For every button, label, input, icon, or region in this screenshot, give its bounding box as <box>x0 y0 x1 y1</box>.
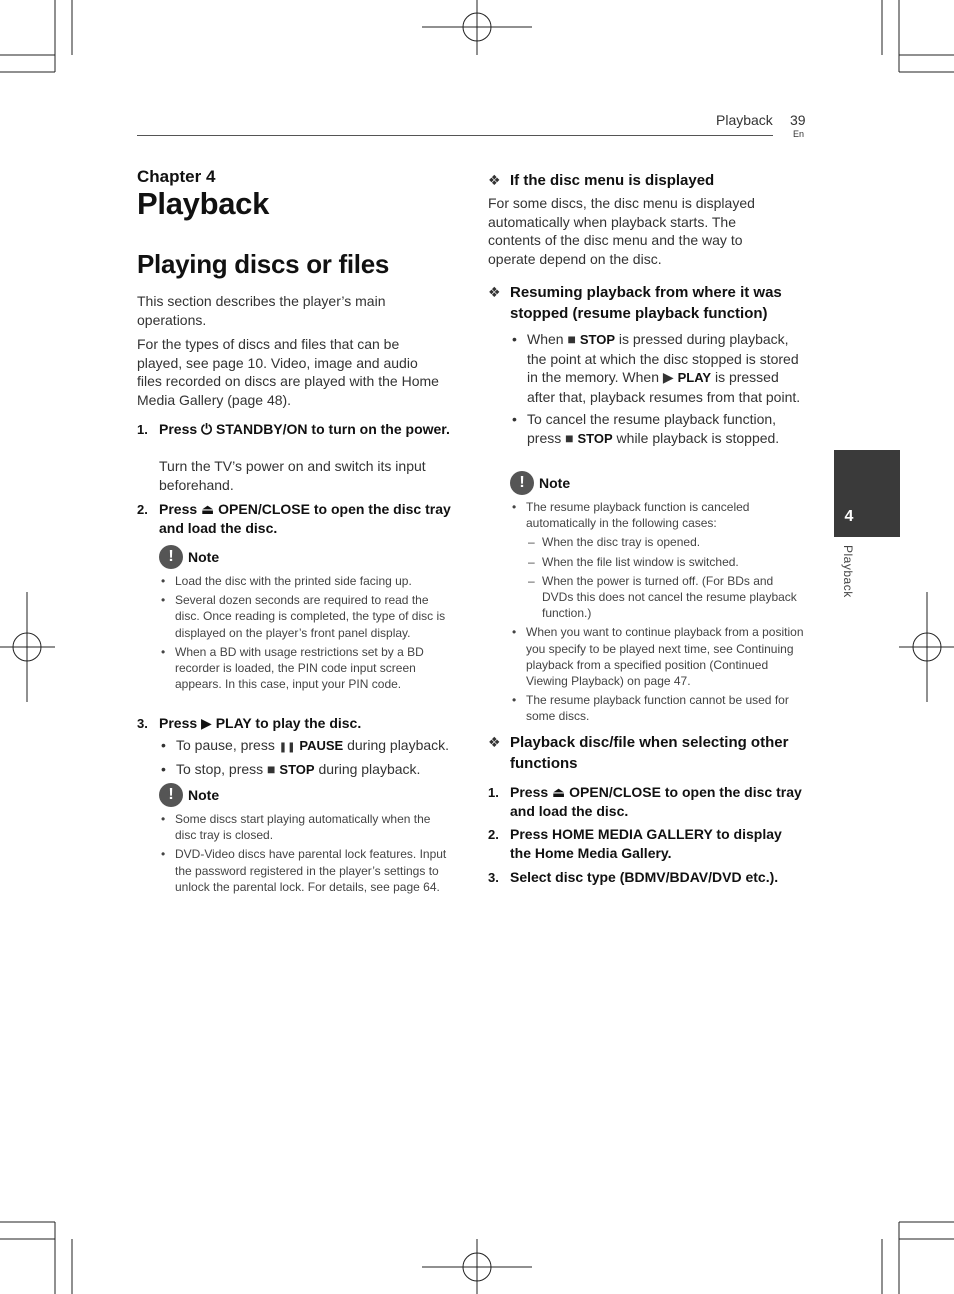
list-item: – When the disc tray is opened. <box>510 534 805 550</box>
subheading-select-functions <box>488 732 808 774</box>
list-item: – When the file list window is switched. <box>510 554 805 570</box>
stop-icon: ■ <box>565 429 574 446</box>
language-code: En <box>793 129 805 139</box>
button-name: STOP <box>577 430 613 446</box>
step-number: 2. <box>137 502 148 517</box>
list-item: • When you want to continue playback from a position you specify to be played next time, see Continuing playback from a specified position (Continued Viewing Playback) on page 47. <box>510 624 805 689</box>
subheading-text: If the disc menu is displayed <box>510 172 715 189</box>
running-header-section: Playback <box>716 112 773 128</box>
select-step-2 <box>488 825 806 863</box>
section-title: Playing discs or files <box>137 249 390 279</box>
subheading-disc-menu <box>488 170 808 191</box>
list-item: • The resume playback function is canceled automatically in the following cases: <box>510 499 805 531</box>
page-number: 39 <box>790 112 806 128</box>
pause-icon: ❚❚ <box>278 742 296 753</box>
chapter-tab-label: Playback <box>841 545 855 598</box>
bullet-text: To cancel the resume playback function, press <box>527 411 777 446</box>
note-heading <box>510 471 570 495</box>
bullet-text: during playback. <box>343 737 450 753</box>
step-text-pre: Press <box>159 715 202 731</box>
resume-bullets <box>510 330 802 451</box>
note-label: Note <box>188 549 220 565</box>
step-text-pre: Press <box>159 421 202 437</box>
exclamation-icon: ! <box>510 471 534 495</box>
list-item: • Load the disc with the printed side facing up. <box>159 573 454 589</box>
disc-menu-paragraph: For some discs, the disc menu is displayed automatically when playback starts. The contents of the disc menu and the way to operate depend on the disc. <box>488 195 755 267</box>
button-name: HOME MEDIA GALLERY <box>552 826 713 842</box>
note-heading <box>159 545 219 569</box>
step-text-post: to display the Home Media Gallery. <box>510 826 782 861</box>
play-icon: ▶ <box>662 369 674 386</box>
bullet-text: When <box>527 331 568 347</box>
play-icon: ▶ <box>201 715 212 731</box>
chapter-title: Playback <box>137 186 270 221</box>
intro-paragraph-2: For the types of discs and files that can be played, see page 10. Video, image and audio files recorded on discs are played with the Home Media Gallery (page 48). <box>137 336 439 408</box>
step-number: 3. <box>488 870 499 885</box>
select-step-1 <box>488 783 806 821</box>
step-text-post: to turn on the power. <box>307 421 450 437</box>
list-item <box>159 760 459 780</box>
step-text-pre: Press <box>510 826 553 842</box>
eject-icon: ⏏ <box>552 784 566 800</box>
step-text-post: to open the disc tray and load the disc. <box>510 784 802 819</box>
note-label: Note <box>539 475 571 491</box>
button-name: PLAY <box>215 715 252 731</box>
step-text-post: to open the disc tray and load the disc. <box>159 501 451 536</box>
step-3 <box>137 714 457 733</box>
step-3-bullets <box>159 736 459 781</box>
step-number: 3. <box>137 716 148 731</box>
step-number: 2. <box>488 827 499 842</box>
button-name: STOP <box>279 761 315 777</box>
subheading-resume <box>488 282 808 324</box>
list-item: – When the power is turned off. (For BDs and DVDs this does not cancel the resume playback function.) <box>510 573 805 622</box>
header-rule <box>137 135 773 136</box>
subheading-text: Resuming playback from where it was stopped (resume playback function) <box>510 284 782 322</box>
standby-icon: ⏻ <box>201 421 213 437</box>
note-list-2 <box>159 811 454 898</box>
chapter-label: Chapter 4 <box>137 167 216 186</box>
step-1 <box>137 420 457 439</box>
intro-paragraph-1: This section describes the player’s main operations. <box>137 293 386 328</box>
bullet-text: is pressed during playback, the point at which the disc stopped is stored in the memory. When <box>527 331 799 386</box>
note-list-3 <box>510 499 805 728</box>
step-text-post: to play the disc. <box>251 715 362 731</box>
list-item: • When a BD with usage restrictions set by a BD recorder is loaded, the PIN code input screen appears. In this case, input your PIN code. <box>159 644 454 693</box>
stop-icon: ■ <box>267 760 276 777</box>
step-1-detail: Turn the TV’s power on and switch its input beforehand. <box>159 458 426 493</box>
step-text-pre: Select disc type (BDMV/BDAV/DVD etc.). <box>510 869 779 885</box>
bullet-text: To stop, press <box>176 760 268 777</box>
exclamation-icon: ! <box>159 545 183 569</box>
bullet-text: To pause, press <box>176 737 279 753</box>
subheading-text: Playback disc/file when selecting other functions <box>510 734 789 772</box>
button-name: PLAY <box>677 370 712 386</box>
step-text-pre: Press <box>159 501 202 517</box>
step-text-pre: Press <box>510 784 553 800</box>
list-item: • DVD-Video discs have parental lock features. Input the password registered in the player’s settings to unlock the parental lock. For details, see page 64. <box>159 846 454 895</box>
stop-icon: ■ <box>567 331 576 347</box>
diamond-bullet-icon: ❖ <box>488 172 501 188</box>
button-name: PAUSE <box>299 738 344 753</box>
diamond-bullet-icon: ❖ <box>488 284 501 300</box>
bullet-text: is pressed after that, playback resumes from that point. <box>527 369 801 405</box>
diamond-bullet-icon: ❖ <box>488 734 501 750</box>
button-name: OPEN/CLOSE <box>218 501 310 517</box>
chapter-tab-number: 4 <box>844 508 854 525</box>
bullet-text: while playback is stopped. <box>612 429 780 446</box>
note-heading <box>159 783 219 807</box>
select-step-3 <box>488 868 806 887</box>
eject-icon: ⏏ <box>201 501 215 517</box>
list-item: • The resume playback function cannot be used for some discs. <box>510 692 805 724</box>
note-label: Note <box>188 787 220 803</box>
bullet-text: during playback. <box>314 760 421 777</box>
step-number: 1. <box>488 785 499 800</box>
list-item <box>159 736 459 758</box>
exclamation-icon: ! <box>159 783 183 807</box>
button-name: OPEN/CLOSE <box>569 784 661 800</box>
step-number: 1. <box>137 422 148 437</box>
list-item: • Several dozen seconds are required to read the disc. Once reading is completed, the type of disc is displayed on the player’s front panel display. <box>159 592 454 641</box>
button-name: STANDBY/ON <box>216 421 308 437</box>
list-item: • Some discs start playing automatically when the disc tray is closed. <box>159 811 454 843</box>
list-item <box>510 330 802 406</box>
button-name: STOP <box>579 332 615 347</box>
list-item <box>510 410 802 448</box>
step-2 <box>137 500 457 538</box>
note-list-1 <box>159 573 454 695</box>
